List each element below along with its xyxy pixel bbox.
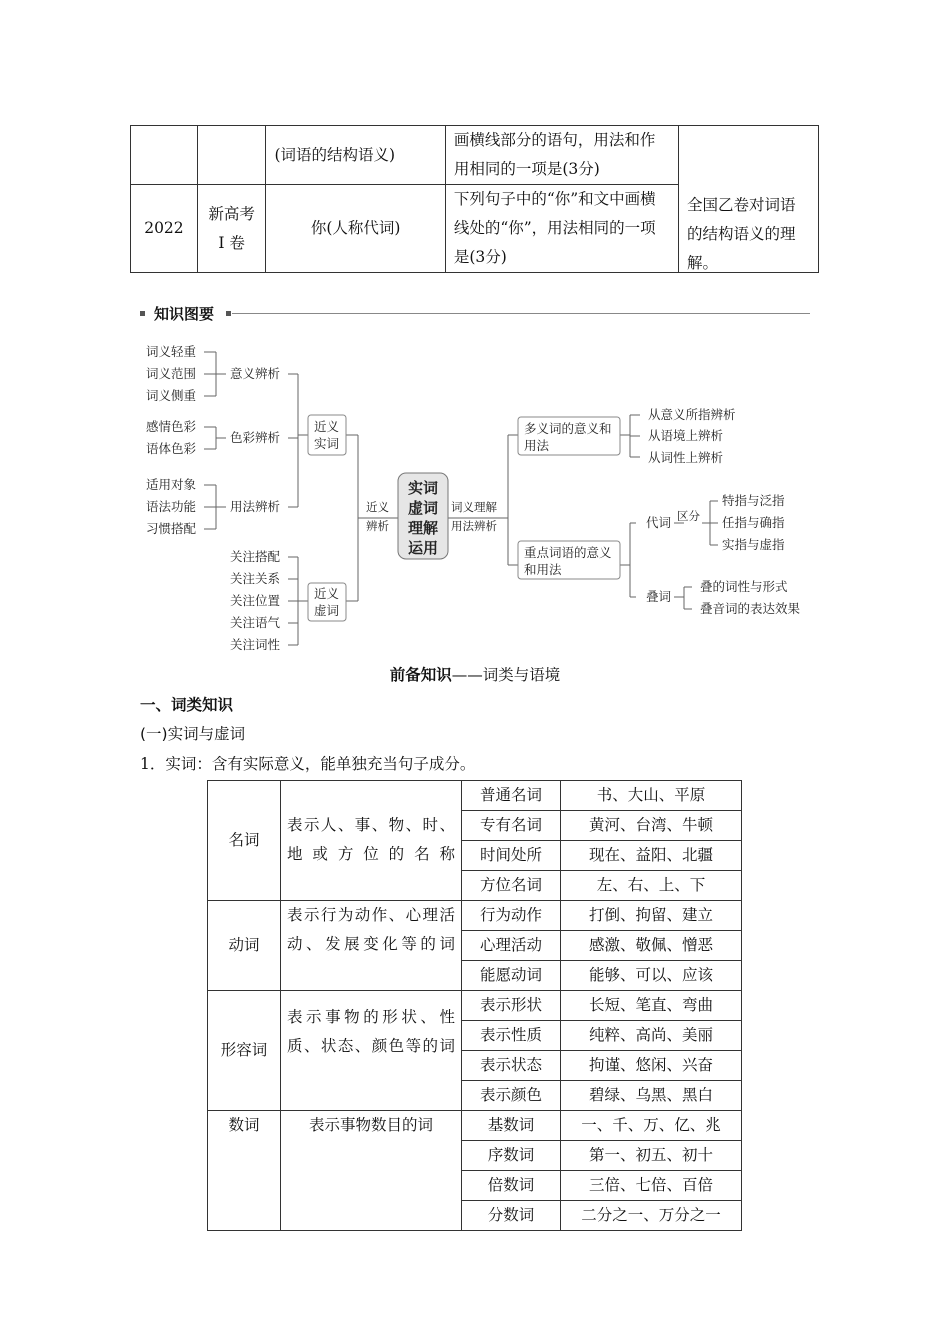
map-leaf: 语法功能 — [146, 499, 197, 514]
square-bullet-icon — [226, 311, 231, 316]
map-leaf: 从意义所指辨析 — [648, 407, 736, 422]
word-class-desc: 表示行为动作、心理活动、发展变化等的词 — [287, 906, 455, 953]
map-leaf: 特指与泛指 — [722, 493, 785, 508]
map-node-zhongdian: 和用法 — [524, 562, 562, 577]
paragraph: 1．实词：含有实际意义，能单独充当句子成分。 — [140, 755, 476, 773]
table-row: 时间处所 现在、益阳、北疆 — [208, 841, 742, 871]
map-node-daici: 代词 — [646, 515, 672, 530]
map-leaf: 关注语气 — [230, 615, 281, 630]
map-leaf: 关注关系 — [230, 571, 281, 586]
divider — [232, 313, 810, 314]
table-row: 表示性质 纯粹、高尚、美丽 — [208, 1021, 742, 1051]
map-group-label: 色彩辨析 — [230, 430, 281, 445]
word-class-name: 名词 — [208, 781, 281, 901]
map-leaf: 感情色彩 — [146, 419, 197, 434]
table-row: 倍数词 三倍、七倍、百倍 — [208, 1171, 742, 1201]
table-row: 分数词 二分之一、万分之一 — [208, 1201, 742, 1231]
map-connector-label: 区分 — [677, 509, 700, 523]
exam-table — [130, 125, 819, 273]
table-row — [131, 126, 819, 185]
map-node-duoyi: 用法 — [524, 438, 550, 453]
word-class-name: 形容词 — [208, 991, 281, 1111]
map-leaf: 实指与虚指 — [722, 537, 785, 552]
map-leaf: 词义轻重 — [146, 344, 197, 359]
map-node-jinyi-shici: 实词 — [314, 436, 340, 451]
square-bullet-icon — [140, 311, 145, 316]
map-node-jinyi-xuci: 近义 — [314, 586, 340, 601]
table-row: 方位名词 左、右、上、下 — [208, 871, 742, 901]
table-row: 能愿动词 能够、可以、应该 — [208, 961, 742, 991]
table-row: 表示颜色 碧绿、乌黑、黑白 — [208, 1081, 742, 1111]
table-row: 专有名词 黄河、台湾、牛顿 — [208, 811, 742, 841]
map-group-label: 用法辨析 — [230, 499, 281, 514]
word-class-desc: 表示事物的形状、性质、状态、颜色等的词 — [287, 1008, 455, 1055]
knowledge-map-title: 知识图要 — [154, 305, 215, 323]
map-leaf: 词义范围 — [146, 366, 197, 381]
map-center: 实词 — [408, 479, 439, 497]
map-leaf: 适用对象 — [146, 477, 197, 492]
table-row: 数词 表示事物数目的词 基数词 一、千、万、亿、兆 — [208, 1111, 742, 1141]
word-class-name: 数词 — [208, 1111, 281, 1231]
map-group-label: 意义辨析 — [230, 366, 281, 381]
exam-remark: 全国乙卷对词语的结构语义的理解。 — [687, 196, 796, 272]
map-node-jinyi-xuci: 虚词 — [314, 603, 340, 618]
map-leaf: 习惯搭配 — [146, 521, 197, 536]
table-row: 动词 表示行为动作、心理活动、发展变化等的词 行为动作 打倒、拘留、建立 — [208, 901, 742, 931]
map-leaf: 从词性上辨析 — [648, 450, 724, 465]
map-leaf: 关注词性 — [230, 637, 281, 652]
map-connector-label: 近义 — [366, 500, 389, 514]
table-row: 名词 表示人、事、物、时、地或方位的名称 普通名词 书、大山、平原 — [208, 781, 742, 811]
exam-subject: (词语的结构语义) — [266, 126, 445, 185]
map-leaf: 任指与确指 — [722, 515, 785, 530]
map-center: 运用 — [408, 539, 439, 557]
map-leaf: 关注搭配 — [230, 549, 281, 564]
exam-subject: 你(人称代词) — [266, 185, 445, 273]
exam-question: 画横线部分的语句，用法和作用相同的一项是(3分) — [445, 126, 678, 185]
table-row: 序数词 第一、初五、初十 — [208, 1141, 742, 1171]
table-row: 形容词 表示事物的形状、性质、状态、颜色等的词 表示形状 长短、笔直、弯曲 — [208, 991, 742, 1021]
map-leaf: 关注位置 — [230, 593, 281, 608]
map-connector-label: 用法辨析 — [451, 519, 497, 533]
knowledge-mind-map — [130, 335, 820, 660]
map-leaf: 叠音词的表达效果 — [700, 601, 801, 616]
map-leaf: 叠的词性与形式 — [700, 579, 788, 594]
table-row: 心理活动 感激、敬佩、憎恶 — [208, 931, 742, 961]
map-leaf: 语体色彩 — [146, 441, 197, 456]
map-node-jinyi-shici: 近义 — [314, 419, 340, 434]
word-class-table — [207, 780, 742, 1231]
map-leaf: 词义侧重 — [146, 388, 197, 403]
exam-year: 2022 — [131, 185, 198, 273]
word-class-desc: 表示事物数目的词 — [281, 1111, 462, 1231]
map-node-dieci: 叠词 — [646, 589, 672, 604]
heading-2: (一)实词与虚词 — [140, 725, 246, 743]
map-node-zhongdian: 重点词语的意义 — [524, 545, 612, 560]
exam-question: 下列句子中的“你”和文中画横线处的“你”，用法相同的一项是(3分) — [445, 185, 678, 273]
knowledge-map-header — [140, 304, 810, 324]
word-class-desc: 表示人、事、物、时、地或方位的名称 — [287, 816, 455, 863]
exam-paper: 新高考 Ⅰ 卷 — [197, 185, 266, 273]
map-center: 理解 — [408, 519, 439, 537]
table-row: 表示状态 拘谨、悠闲、兴奋 — [208, 1051, 742, 1081]
section-title: 前备知识——词类与语境 — [389, 666, 561, 684]
heading-1: 一、词类知识 — [140, 696, 234, 714]
map-center: 虚词 — [408, 499, 439, 517]
map-leaf: 从语境上辨析 — [648, 428, 724, 443]
word-class-name: 动词 — [208, 901, 281, 991]
map-node-duoyi: 多义词的意义和 — [524, 421, 612, 436]
map-connector-label: 辨析 — [366, 519, 389, 533]
map-connector-label: 词义理解 — [451, 500, 497, 514]
